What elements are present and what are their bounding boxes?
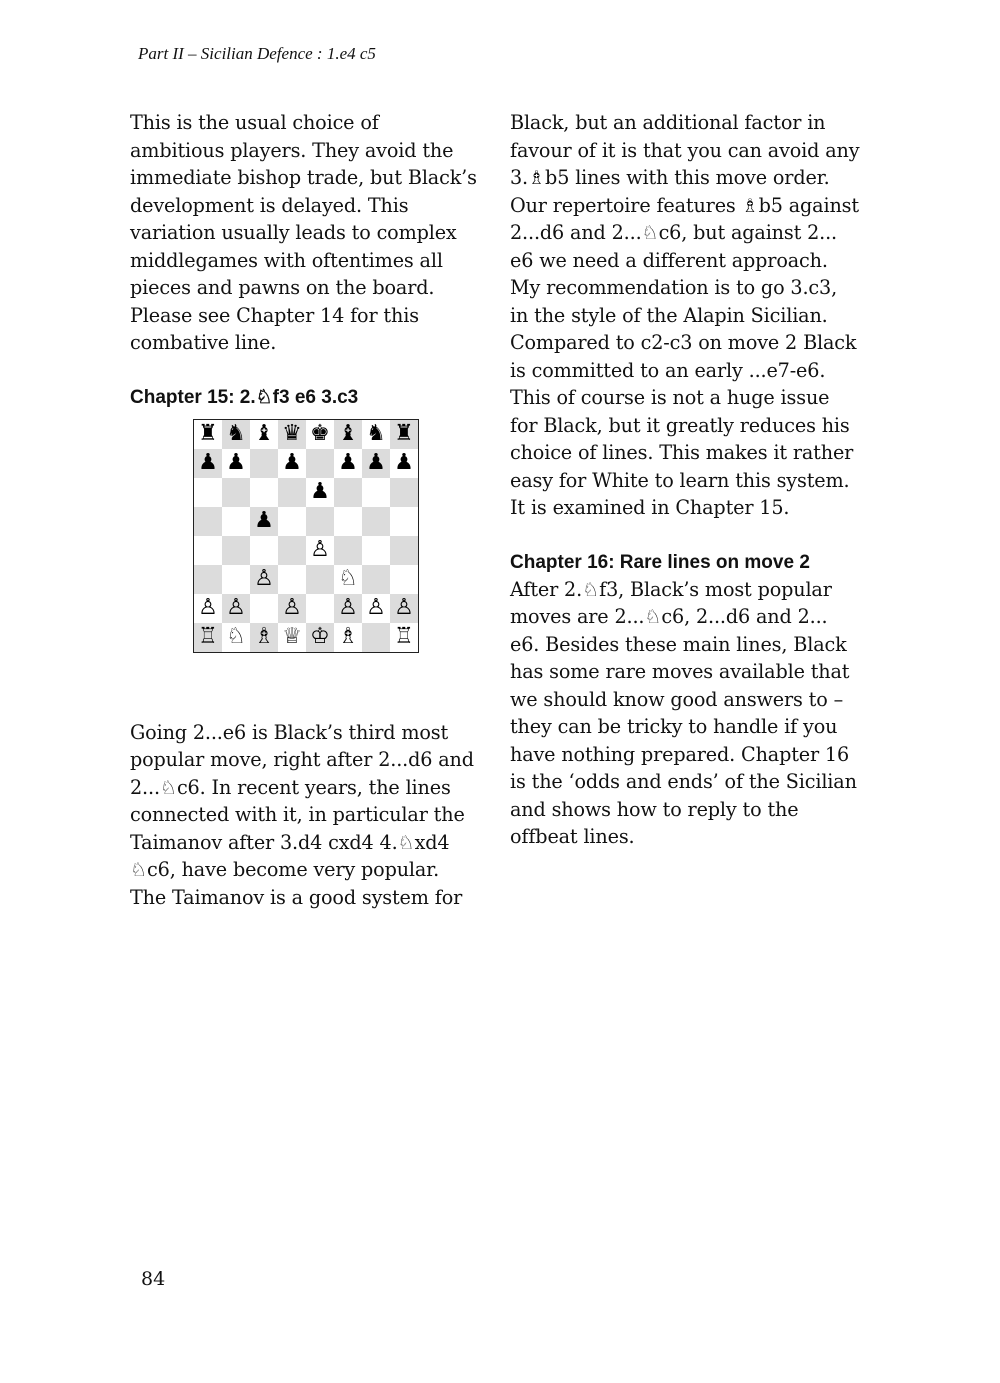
board-square: [278, 536, 306, 565]
right-column: [510, 109, 880, 851]
board-square: [222, 478, 250, 507]
text-line: ambitious players. They avoid the: [130, 138, 454, 162]
text-line: Our repertoire features ♗b5 against: [510, 193, 859, 217]
left-paragraph-2: [130, 719, 500, 912]
board-square: [390, 565, 418, 594]
text-line: Please see Chapter 14 for this: [130, 303, 419, 327]
board-square: [222, 536, 250, 565]
board-square: ♚: [306, 420, 334, 449]
page-number: 84: [141, 1268, 166, 1290]
board-square: ♛: [278, 420, 306, 449]
board-square: ♞: [222, 420, 250, 449]
board-square: ♟: [194, 449, 222, 478]
text-line: This is the usual choice of: [130, 111, 379, 134]
board-square: ♟: [250, 507, 278, 536]
text-line: development is delayed. This: [130, 193, 409, 217]
board-square: ♙: [390, 594, 418, 623]
board-square: ♙: [306, 536, 334, 565]
text-line: It is examined in Chapter 15.: [510, 496, 790, 519]
text-line: for Black, but it greatly reduces his: [510, 413, 850, 437]
board-square: [306, 565, 334, 594]
text-line: ♘c6, have become very popular.: [130, 858, 440, 881]
text-line: This of course is not a huge issue: [510, 386, 830, 409]
board-square: [362, 478, 390, 507]
board-square: [250, 536, 278, 565]
board-square: [222, 507, 250, 536]
chess-board: [193, 419, 419, 653]
board-square: [306, 507, 334, 536]
board-square: ♟: [306, 478, 334, 507]
board-square: ♞: [362, 420, 390, 449]
board-square: [194, 478, 222, 507]
board-square: [362, 565, 390, 594]
text-line: we should know good answers to –: [510, 687, 844, 711]
text-line: Black, but an additional factor in: [510, 111, 826, 134]
text-line: in the style of the Alapin Sicilian.: [510, 303, 828, 327]
board-square: ♝: [250, 420, 278, 449]
text-line: variation usually leads to complex: [130, 221, 457, 244]
board-square: [390, 536, 418, 565]
board-square: [250, 449, 278, 478]
board-square: ♜: [194, 420, 222, 449]
board-square: ♗: [250, 623, 278, 652]
board-square: ♙: [222, 594, 250, 623]
text-line: Going 2...e6 is Black’s third most: [130, 720, 449, 744]
text-line: Taimanov after 3.d4 cxd4 4.♘xd4: [130, 830, 450, 854]
board-square: ♟: [362, 449, 390, 478]
board-square: [278, 565, 306, 594]
running-header: Part II – Sicilian Defence : 1.e4 c5: [138, 44, 376, 63]
text-line: e6. Besides these main lines, Black: [510, 632, 847, 656]
board-square: ♙: [362, 594, 390, 623]
board-square: ♖: [194, 623, 222, 652]
board-square: ♔: [306, 623, 334, 652]
board-square: [362, 536, 390, 565]
text-line: popular move, right after 2...d6 and: [130, 748, 474, 771]
text-line: and shows how to reply to the: [510, 797, 799, 821]
board-square: [334, 478, 362, 507]
text-line: e6 we need a different approach.: [510, 248, 828, 272]
text-line: moves are 2...♘c6, 2...d6 and 2...: [510, 605, 828, 628]
text-line: has some rare moves available that: [510, 660, 850, 683]
text-line: they can be tricky to handle if you: [510, 715, 838, 738]
text-line: The Taimanov is a good system for: [130, 885, 463, 909]
board-square: [334, 507, 362, 536]
board-square: [278, 507, 306, 536]
board-square: ♙: [194, 594, 222, 623]
board-square: ♙: [334, 594, 362, 623]
left-column: [130, 109, 500, 911]
board-square: ♖: [390, 623, 418, 652]
board-square: [278, 478, 306, 507]
board-square: [306, 594, 334, 623]
text-line: combative line.: [130, 331, 277, 354]
text-line: My recommendation is to go 3.c3,: [510, 276, 838, 299]
board-square: [222, 565, 250, 594]
text-line: 3.♗b5 lines with this move order.: [510, 166, 830, 189]
text-line: pieces and pawns on the board.: [130, 276, 435, 299]
board-square: [250, 594, 278, 623]
board-square: [334, 536, 362, 565]
board-square: ♟: [390, 449, 418, 478]
board-square: [362, 623, 390, 652]
board-square: ♙: [278, 594, 306, 623]
board-square: [250, 478, 278, 507]
board-square: ♕: [278, 623, 306, 652]
board-square: [194, 565, 222, 594]
text-line: favour of it is that you can avoid any: [510, 138, 860, 162]
text-line: Compared to c2-c3 on move 2 Black: [510, 331, 857, 354]
text-line: is the ‘odds and ends’ of the Sicilian: [510, 770, 857, 793]
text-line: is committed to an early ...e7-e6.: [510, 358, 826, 382]
board-square: [390, 478, 418, 507]
text-line: After 2.♘f3, Black’s most popular: [510, 577, 832, 601]
chapter-16-heading: Chapter 16: Rare lines on move 2: [510, 551, 810, 573]
right-paragraph-1: [510, 109, 880, 522]
board-square: ♝: [334, 420, 362, 449]
board-square: [194, 536, 222, 565]
chess-diagram: [130, 411, 480, 719]
board-square: ♙: [250, 565, 278, 594]
left-paragraph-1: [130, 109, 500, 357]
text-line: 2...♘c6. In recent years, the lines: [130, 775, 451, 799]
text-line: middlegames with oftentimes all: [130, 248, 443, 272]
board-square: ♜: [390, 420, 418, 449]
board-square: ♘: [334, 565, 362, 594]
text-line: easy for White to learn this system.: [510, 468, 850, 492]
board-square: [194, 507, 222, 536]
board-square: ♟: [278, 449, 306, 478]
text-line: have nothing prepared. Chapter 16: [510, 742, 850, 766]
board-square: [306, 449, 334, 478]
text-line: immediate bishop trade, but Black’s: [130, 166, 477, 189]
right-paragraph-2: [510, 576, 880, 851]
board-square: ♗: [334, 623, 362, 652]
board-square: ♘: [222, 623, 250, 652]
chapter-15-heading: Chapter 15: 2.♘f3 e6 3.c3: [130, 386, 359, 408]
text-line: 2...d6 and 2...♘c6, but against 2...: [510, 221, 837, 244]
text-line: connected with it, in particular the: [130, 803, 465, 826]
text-line: choice of lines. This makes it rather: [510, 441, 854, 464]
board-square: ♟: [222, 449, 250, 478]
board-square: [390, 507, 418, 536]
text-line: offbeat lines.: [510, 825, 635, 848]
board-square: ♟: [334, 449, 362, 478]
board-square: [362, 507, 390, 536]
